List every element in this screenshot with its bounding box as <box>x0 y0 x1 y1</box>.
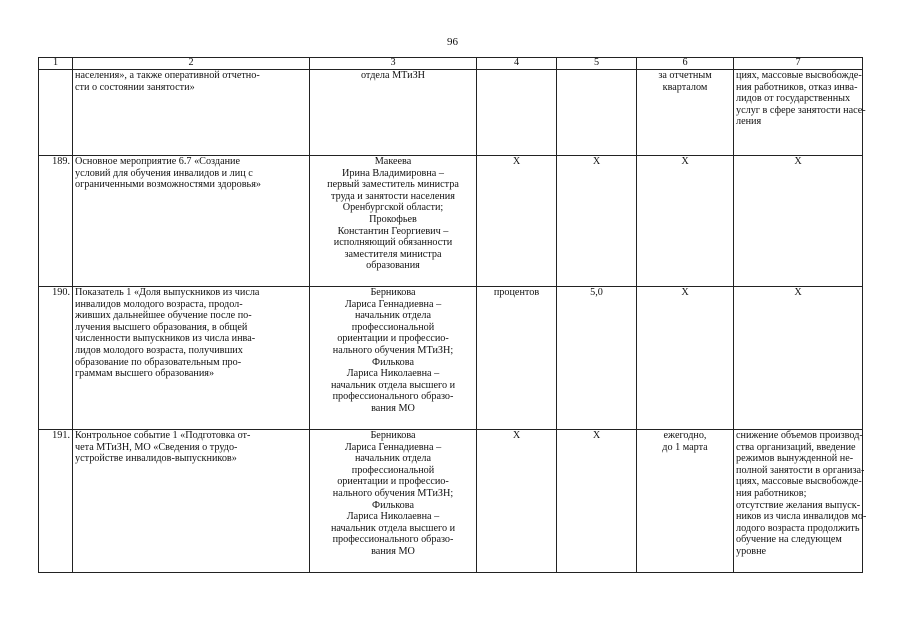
measures-table <box>38 57 867 573</box>
cell-text-line: за отчетным <box>658 70 712 81</box>
cell-text-line: отдела МТиЗН <box>360 70 426 81</box>
cell-text-line: режимов вынужденной не- <box>736 453 854 465</box>
cell-text-line: профессионального образо- <box>332 391 454 403</box>
cell-text-line: образования <box>366 260 420 272</box>
cell-text-line: ориентации и профессио- <box>337 476 449 488</box>
row-number-cell: 189. <box>39 156 73 287</box>
cell-text-line: профессионального образо- <box>332 534 454 546</box>
period-cell <box>637 287 734 430</box>
value-cell <box>557 70 637 156</box>
cell-text-line: Х <box>681 287 689 298</box>
cell-text-line: сти о состоянии занятости» <box>75 81 195 93</box>
cell-text-line: Оренбургской области; <box>342 202 444 214</box>
cell-text-line: циях, массовые высвобожде- <box>736 70 862 81</box>
cell-text-line: начальник отдела <box>354 453 432 465</box>
cell-text-line: первый заместитель министра <box>327 179 459 191</box>
risks-cell <box>734 70 866 156</box>
period-cell <box>637 70 734 156</box>
responsible-person-cell <box>310 430 477 573</box>
cell-text-line: лидов от государственных <box>736 93 851 105</box>
cell-text-line: начальник отдела <box>354 310 432 322</box>
unit-cell <box>477 70 557 156</box>
cell-text-line: Х <box>794 287 802 298</box>
cell-text-line: Ирина Владимировна – <box>342 167 444 179</box>
column-number: 7 <box>734 58 863 70</box>
cell-text-line: кварталом <box>662 81 708 93</box>
cell-text-line: Константин Георгиевич – <box>337 225 449 237</box>
cell-text-line: Х <box>794 156 802 167</box>
value-cell: Х <box>557 156 637 287</box>
activity-name-cell <box>73 70 310 156</box>
cell-text-line: устройстве инвалидов-выпускников» <box>75 453 237 465</box>
period-cell <box>637 430 734 573</box>
cell-text-line: профессиональной <box>351 321 435 333</box>
cell-text-line: лодого возраста продолжить <box>736 522 860 534</box>
cell-text-line: нального обучения МТиЗН; <box>332 344 454 356</box>
cell-text-line: исполняющий обязанности <box>333 237 453 249</box>
cell-text-line: вания МО <box>371 402 415 414</box>
cell-text-line: Берникова <box>370 287 416 298</box>
cell-text-line: чета МТиЗН, МО «Сведения о трудо- <box>75 441 238 453</box>
cell-text-line: ников из числа инвалидов мо- <box>736 511 867 523</box>
cell-text-line: циях, массовые высвобожде- <box>736 476 862 488</box>
cell-text-line: уровне <box>736 545 767 557</box>
cell-text-line: Макеева <box>374 156 412 167</box>
cell-text-line: лучения высшего образования, в общей <box>75 321 248 333</box>
column-number: 6 <box>637 58 734 70</box>
cell-text-line: живших дальнейшее обучение после по- <box>75 310 252 322</box>
page-number: 96 <box>447 36 458 48</box>
cell-text-line: заместителя министра <box>344 248 442 260</box>
cell-text-line: начальник отдела высшего и <box>330 379 456 391</box>
cell-text-line: Показатель 1 «Доля выпускников из числа <box>75 287 260 298</box>
column-number: 3 <box>310 58 477 70</box>
cell-text-line: вания МО <box>371 545 415 557</box>
cell-text-line: численности выпускников из числа инва- <box>75 333 256 345</box>
column-number: 1 <box>39 58 73 70</box>
column-number: 2 <box>73 58 310 70</box>
cell-text-line: начальник отдела высшего и <box>330 522 456 534</box>
table-row <box>39 156 863 287</box>
cell-text-line: ния работников, отказ инва- <box>736 81 858 93</box>
cell-text-line: профессиональной <box>351 464 435 476</box>
cell-text-line: Лариса Николаевна – <box>346 511 440 523</box>
cell-text-line: Контрольное событие 1 «Подготовка от- <box>75 430 251 441</box>
column-number-row <box>39 58 863 70</box>
cell-text-line: Лариса Геннадиевна – <box>344 441 442 453</box>
cell-text-line: ориентации и профессио- <box>337 333 449 345</box>
cell-text-line: ства организаций, введение <box>736 441 856 453</box>
cell-text-line: граммам высшего образования» <box>75 368 215 380</box>
activity-name-cell <box>73 156 310 287</box>
cell-text-line: ограниченными возможностями здоровья» <box>75 179 261 191</box>
activity-name-cell <box>73 430 310 573</box>
risks-cell <box>734 287 863 430</box>
risks-cell <box>734 430 867 573</box>
cell-text-line: ежегодно, <box>663 430 707 441</box>
table-row <box>39 287 863 430</box>
activity-name-cell <box>73 287 310 430</box>
cell-text-line: Лариса Николаевна – <box>346 368 440 380</box>
responsible-person-cell <box>310 287 477 430</box>
unit-cell: Х <box>477 156 557 287</box>
cell-text-line: Х <box>681 156 689 167</box>
cell-text-line: услуг в сфере занятости насе- <box>736 104 866 116</box>
responsible-person-cell <box>310 156 477 287</box>
cell-text-line: полной занятости в организа- <box>736 464 865 476</box>
unit-cell: Х <box>477 430 557 573</box>
cell-text-line: снижение объемов производ- <box>736 430 863 441</box>
unit-cell: процентов <box>477 287 557 430</box>
cell-text-line: образование по образовательным про- <box>75 356 242 368</box>
row-number-cell: 190. <box>39 287 73 430</box>
cell-text-line: нального обучения МТиЗН; <box>332 487 454 499</box>
cell-text-line: Основное мероприятие 6.7 «Создание <box>75 156 241 167</box>
cell-text-line: отсутствие желания выпуск- <box>736 499 861 511</box>
cell-text-line: Лариса Геннадиевна – <box>344 298 442 310</box>
cell-text-line: лидов молодого возраста, получивших <box>75 344 243 356</box>
responsible-person-cell <box>310 70 477 156</box>
row-number-cell: 191. <box>39 430 73 573</box>
cell-text-line: условий для обучения инвалидов и лиц с <box>75 167 253 179</box>
column-number: 5 <box>557 58 637 70</box>
cell-text-line: обучение на следующем <box>736 534 842 546</box>
row-number-cell <box>39 70 73 156</box>
cell-text-line: Филькова <box>372 356 414 368</box>
cell-text-line: до 1 марта <box>662 441 708 453</box>
column-number: 4 <box>477 58 557 70</box>
risks-cell <box>734 156 863 287</box>
value-cell: 5,0 <box>557 287 637 430</box>
table-row <box>39 430 863 573</box>
cell-text-line: населения», а также оперативной отчетно- <box>75 70 260 81</box>
value-cell: Х <box>557 430 637 573</box>
cell-text-line: Филькова <box>372 499 414 511</box>
cell-text-line: ления <box>736 116 762 128</box>
cell-text-line: ния работников; <box>736 487 807 499</box>
cell-text-line: труда и занятости населения <box>331 190 455 202</box>
cell-text-line: Прокофьев <box>369 213 417 225</box>
period-cell <box>637 156 734 287</box>
table-row <box>39 70 863 156</box>
cell-text-line: инвалидов молодого возраста, продол- <box>75 298 243 310</box>
cell-text-line: Берникова <box>370 430 416 441</box>
